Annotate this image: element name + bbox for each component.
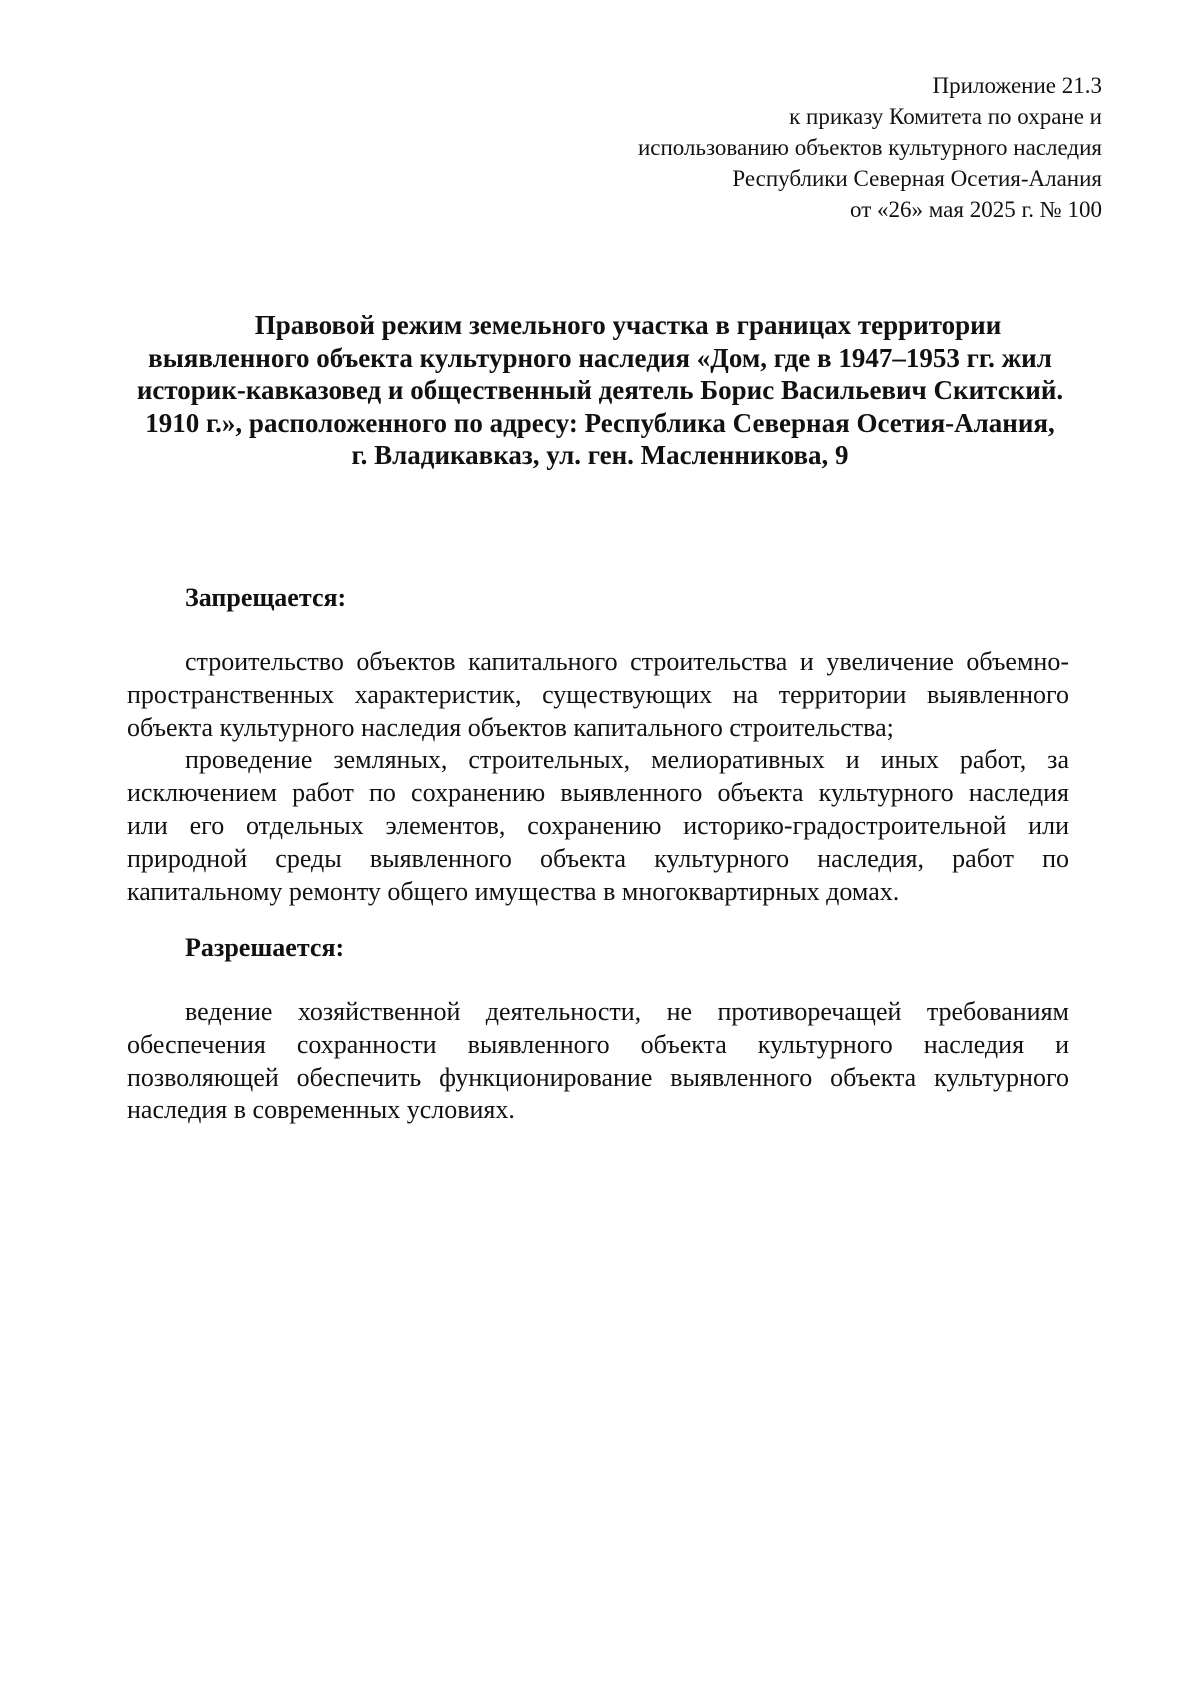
paragraph-line: строительство объектов капитального строительства и увеличение объемно-	[185, 647, 1069, 676]
paragraph-line: ведение хозяйственной деятельности, не противоречащей требованиям	[185, 997, 1069, 1026]
paragraph-line: капитальному ремонту общего имущества в многоквартирных домах.	[127, 876, 900, 906]
paragraph-line: наследия в современных условиях.	[127, 1095, 515, 1125]
appendix-line: Республики Северная Осетия-Алания	[732, 166, 1102, 191]
appendix-line: к приказу Комитета по охране и	[789, 104, 1102, 129]
title-line: Правовой режим земельного участка в границах территории	[254, 310, 1002, 340]
paragraph-line: исключением работ по сохранению выявленного объекта культурного наследия	[127, 778, 1069, 808]
paragraph-line: объекта культурного наследия объектов капитального строительства;	[127, 712, 894, 742]
appendix-line: использованию объектов культурного наследия	[637, 135, 1102, 160]
paragraph-line: пространственных характеристик, существующих на территории выявленного	[127, 679, 1069, 709]
title-line: выявленного объекта культурного наследия «Дом, где в 1947–1953 гг. жил	[148, 342, 1052, 373]
paragraph-line: или его отдельных элементов, сохранению историко-градостроительной или	[127, 810, 1069, 840]
appendix-line: от «26» мая 2025 г. № 100	[850, 197, 1102, 222]
paragraph-line: природной среды выявленного объекта культурного наследия, работ по	[127, 843, 1069, 873]
document-title	[130, 309, 1070, 472]
paragraph-line: проведение земляных, строительных, мелиоративных и иных работ, за	[185, 745, 1069, 775]
section-heading-forbidden: Запрещается:	[185, 583, 347, 612]
title-line: 1910 г.», расположенного по адресу: Республика Северная Осетия-Алания,	[145, 407, 1055, 438]
section-heading-allowed: Разрешается:	[185, 933, 345, 962]
title-line: г. Владикавказ, ул. ген. Масленникова, 9	[351, 440, 849, 470]
title-line: историк-кавказовед и общественный деятель Борис Васильевич Скитский.	[136, 375, 1064, 405]
allowed-paragraphs	[127, 996, 1069, 1127]
paragraph-line: обеспечения сохранности выявленного объекта культурного наследия и	[127, 1029, 1069, 1059]
paragraph-line: позволяющей обеспечить функционирование выявленного объекта культурного	[127, 1062, 1069, 1092]
appendix-reference	[638, 70, 1102, 225]
forbidden-paragraphs	[127, 646, 1069, 908]
appendix-line: Приложение 21.3	[932, 73, 1102, 98]
